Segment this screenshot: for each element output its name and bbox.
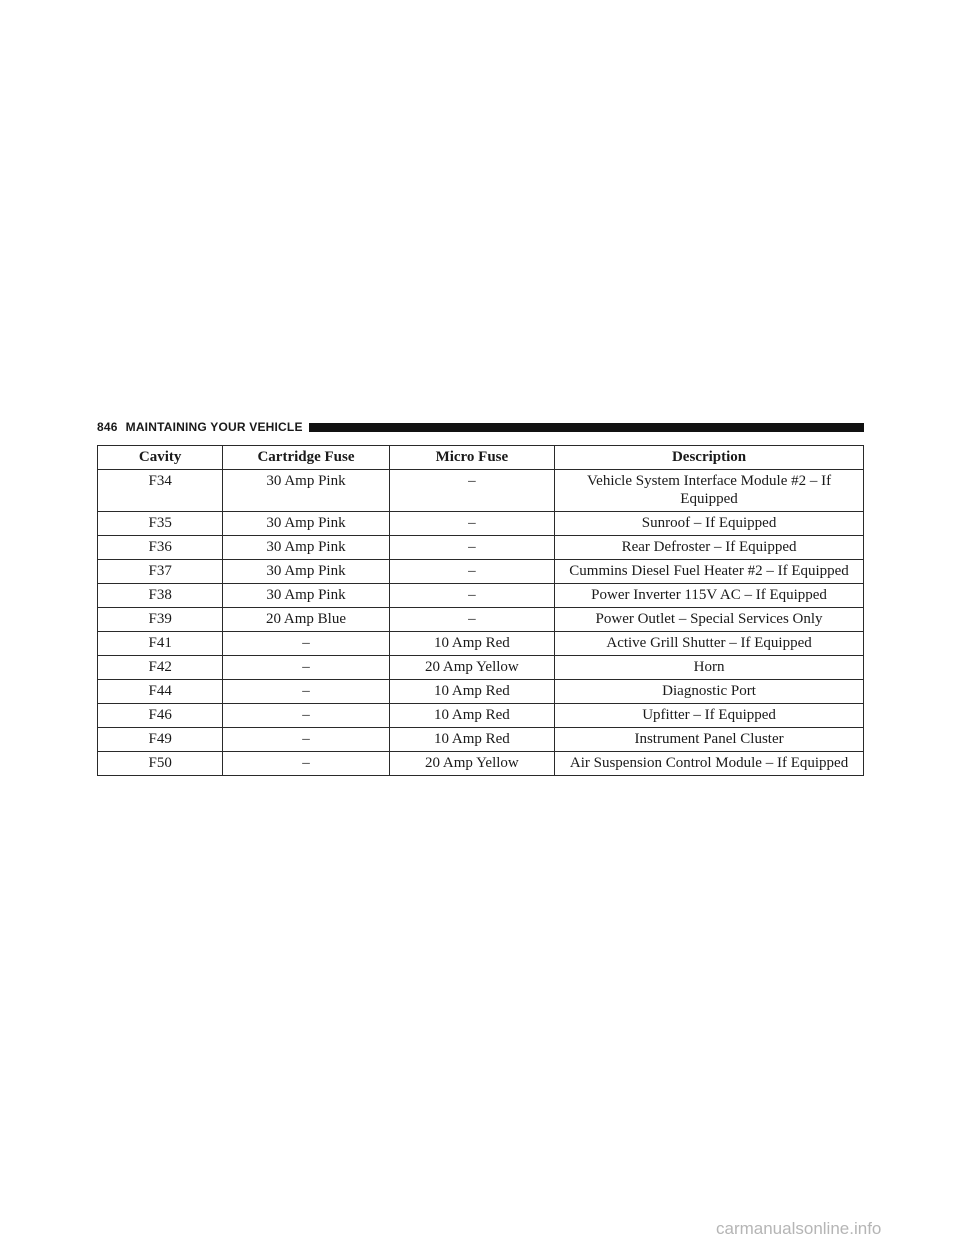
cell-cavity: F39 bbox=[98, 608, 223, 632]
cell-cavity: F46 bbox=[98, 704, 223, 728]
cell-micro-fuse: 10 Amp Red bbox=[389, 632, 554, 656]
cell-description: Air Suspension Control Module – If Equipped bbox=[555, 752, 864, 776]
cell-cartridge-fuse: 30 Amp Pink bbox=[223, 536, 389, 560]
cell-description: Sunroof – If Equipped bbox=[555, 512, 864, 536]
header-rule bbox=[309, 423, 864, 432]
cell-cartridge-fuse: 30 Amp Pink bbox=[223, 470, 389, 512]
cell-micro-fuse: – bbox=[389, 536, 554, 560]
fuse-table bbox=[97, 445, 864, 776]
table-row bbox=[98, 584, 864, 608]
cell-description: Active Grill Shutter – If Equipped bbox=[555, 632, 864, 656]
cell-micro-fuse: – bbox=[389, 584, 554, 608]
cell-micro-fuse: – bbox=[389, 470, 554, 512]
table-row bbox=[98, 752, 864, 776]
cell-description: Power Inverter 115V AC – If Equipped bbox=[555, 584, 864, 608]
cell-cavity: F34 bbox=[98, 470, 223, 512]
cell-description: Horn bbox=[555, 656, 864, 680]
cell-micro-fuse: – bbox=[389, 560, 554, 584]
cell-cavity: F50 bbox=[98, 752, 223, 776]
cell-cavity: F37 bbox=[98, 560, 223, 584]
cell-micro-fuse: 20 Amp Yellow bbox=[389, 656, 554, 680]
cell-micro-fuse: 20 Amp Yellow bbox=[389, 752, 554, 776]
table-row bbox=[98, 704, 864, 728]
cell-cartridge-fuse: – bbox=[223, 680, 389, 704]
cell-description: Instrument Panel Cluster bbox=[555, 728, 864, 752]
cell-cartridge-fuse: 30 Amp Pink bbox=[223, 584, 389, 608]
table-row bbox=[98, 608, 864, 632]
table-row bbox=[98, 632, 864, 656]
cell-micro-fuse: 10 Amp Red bbox=[389, 680, 554, 704]
cell-cavity: F41 bbox=[98, 632, 223, 656]
cell-cavity: F35 bbox=[98, 512, 223, 536]
cell-cartridge-fuse: – bbox=[223, 632, 389, 656]
table-row bbox=[98, 656, 864, 680]
table-row bbox=[98, 470, 864, 512]
cell-cavity: F36 bbox=[98, 536, 223, 560]
cell-cartridge-fuse: – bbox=[223, 704, 389, 728]
cell-cartridge-fuse: 20 Amp Blue bbox=[223, 608, 389, 632]
table-header-row bbox=[98, 446, 864, 470]
cell-description: Power Outlet – Special Services Only bbox=[555, 608, 864, 632]
cell-description: Diagnostic Port bbox=[555, 680, 864, 704]
cell-micro-fuse: – bbox=[389, 512, 554, 536]
cell-micro-fuse: 10 Amp Red bbox=[389, 704, 554, 728]
cell-cartridge-fuse: – bbox=[223, 656, 389, 680]
cell-description: Rear Defroster – If Equipped bbox=[555, 536, 864, 560]
cell-cavity: F42 bbox=[98, 656, 223, 680]
column-header-micro-fuse: Micro Fuse bbox=[389, 446, 554, 470]
cell-description: Vehicle System Interface Module #2 – If Equipped bbox=[555, 470, 864, 512]
column-header-cavity: Cavity bbox=[98, 446, 223, 470]
page-number: 846 bbox=[97, 420, 118, 434]
cell-cavity: F38 bbox=[98, 584, 223, 608]
table-row bbox=[98, 728, 864, 752]
cell-cartridge-fuse: – bbox=[223, 752, 389, 776]
cell-description: Cummins Diesel Fuel Heater #2 – If Equipped bbox=[555, 560, 864, 584]
cell-cartridge-fuse: 30 Amp Pink bbox=[223, 512, 389, 536]
table-row bbox=[98, 536, 864, 560]
cell-micro-fuse: 10 Amp Red bbox=[389, 728, 554, 752]
cell-cavity: F49 bbox=[98, 728, 223, 752]
cell-micro-fuse: – bbox=[389, 608, 554, 632]
table-row bbox=[98, 512, 864, 536]
table-row bbox=[98, 680, 864, 704]
column-header-cartridge-fuse: Cartridge Fuse bbox=[223, 446, 389, 470]
table-row bbox=[98, 560, 864, 584]
cell-description: Upfitter – If Equipped bbox=[555, 704, 864, 728]
page-header bbox=[97, 419, 864, 435]
column-header-description: Description bbox=[555, 446, 864, 470]
cell-cartridge-fuse: 30 Amp Pink bbox=[223, 560, 389, 584]
watermark-link[interactable]: carmanualsonline.info bbox=[716, 1219, 882, 1238]
section-title: MAINTAINING YOUR VEHICLE bbox=[125, 420, 303, 434]
cell-cavity: F44 bbox=[98, 680, 223, 704]
cell-cartridge-fuse: – bbox=[223, 728, 389, 752]
